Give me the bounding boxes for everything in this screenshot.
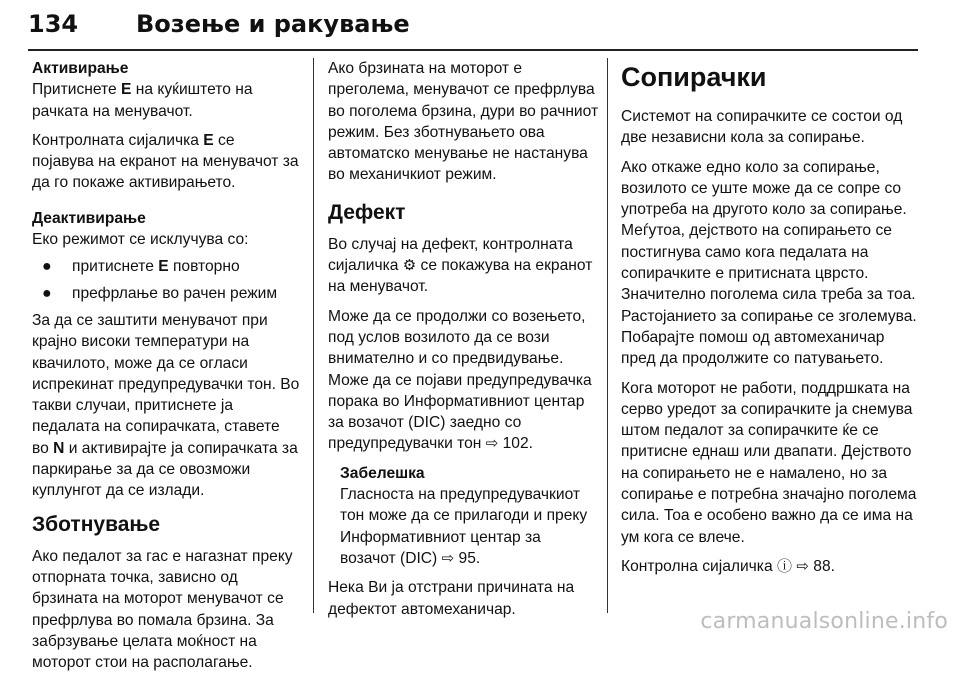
column-middle (328, 58, 600, 628)
note-text: Гласноста на предупредувачкиот тон може да се прилагоди и преку Информативниот центар за возачот (DIC) ⇨ 95. (340, 486, 588, 567)
reference-arrow-icon: ⇨ (796, 556, 809, 575)
activation-paragraph-2 (32, 130, 300, 194)
note-box (328, 463, 600, 569)
deactivation-intro: Еко режимот се исклучува со: (32, 231, 249, 249)
text: Може да се продолжи со возењето, под услов возилото да се вози внимателно и со предвидување. Може да се појави предупредувачка порака во Информативниот центар за возачот (DIC) заедно со предупредувачки тон (328, 307, 592, 453)
text: се покажува на екранот на менувачот. (328, 257, 593, 296)
text: притиснете (72, 258, 159, 276)
activation-paragraph-1 (32, 79, 300, 122)
watermark-text: carmanualsonline.info (700, 609, 948, 634)
fault-heading: Дефект (328, 200, 406, 224)
e-button-label: E (158, 258, 169, 276)
brakes-paragraph-4: Контролна сијаличка ⓘ ⇨ 88. (621, 556, 835, 575)
running-title: Возење и ракување (136, 10, 410, 38)
kickdown-heading: Зботнување (32, 512, 161, 536)
page-reference[interactable]: 88 (813, 557, 831, 575)
brakes-heading: Сопирачки (621, 62, 767, 92)
brakes-paragraph-2: Ако откаже едно коло за сопирање, возилото се уште може да се сопре со употреба на другото коло за сопирање. Меѓутоа, дејството на сопирањето се постигнува само кога педалата на сопирачките е притисната цврсто. Значително поголема сила треба за тоа. Растојанието за сопирање се зголемува. Побарајте помош од автомеханичар пред да продолжите со патувањето. (621, 158, 917, 368)
page-number: 134 (28, 10, 79, 38)
text: и активирајте ја сопирачката за паркирање за да се овозможи куплунгот да се излади. (32, 439, 298, 500)
bullet-icon: ● (42, 258, 52, 276)
column-left (32, 58, 300, 681)
page-reference[interactable]: 102 (502, 435, 529, 453)
kickdown-paragraph: Ако педалот за гас е нагазнат преку отпорната точка, зависно од брзината на моторот менувачот се префрлува во помала брзина. За забрзување целата моќност на моторот стои на располагање. (32, 547, 293, 672)
list-item (32, 283, 300, 304)
page-reference[interactable]: 95 (458, 549, 476, 567)
fault-paragraph-1 (328, 234, 600, 298)
column-divider (607, 58, 608, 613)
text: на куќиштето на рачката на менувачот. (32, 81, 253, 120)
brakes-paragraph-1: Системот на сопирачките се состои од две независни кола за сопирање. (621, 108, 903, 147)
fault-paragraph-2: Може да се продолжи со возењето, под услов возилото да се вози внимателно и со предвидување. Може да се појави предупредувачка порака во Информативниот центар за возачот (DIC) заедно со предупредувачки тон ⇨ 102. (328, 307, 592, 453)
e-button-label: E (120, 81, 132, 99)
text: се појавува на екранот на менувачот за да го покаже активирањето. (32, 131, 299, 192)
text: Контролната сијаличка (32, 131, 204, 149)
text: Притиснете (32, 81, 121, 99)
repair-paragraph: Нека Ви ја отстрани причината на дефектот автомеханичар. (328, 579, 575, 618)
deactivation-heading: Деактивирање (32, 209, 146, 227)
text: повторно (168, 258, 240, 276)
activation-heading: Активирање (32, 60, 129, 77)
gear-fault-icon: ⚙ (402, 256, 417, 275)
e-indicator-label: E (203, 131, 214, 149)
note-title: Забелешка (340, 464, 425, 482)
reference-arrow-icon: ⇨ (441, 548, 455, 567)
text: Гласноста на предупредувачкиот тон може да се прилагоди и преку Информативниот центар за возачот (DIC) (340, 486, 588, 567)
brakes-paragraph-3: Кога моторот не работи, поддршката на серво уредот за сопирачките ја снемува штом педалот за сопирачките ќе се притисне еднаш или двапати. Дејството на сопирањето не е намалено, но за сопирање е потребна значајно поголема сила. Тоа е особено важно да се има на ум кога се влече. (621, 379, 917, 546)
upshift-paragraph: Ако брзината на моторот е преголема, менувачот се префрлува во поголема брзина, дури во рачниот режим. Без зботнувањето ова автоматско менување не настанува во механичкиот режим. (328, 60, 599, 184)
text: Во случај на дефект, контролната сијаличка (328, 235, 573, 275)
protection-paragraph (32, 310, 300, 502)
reference-arrow-icon: ⇨ (485, 434, 499, 453)
deactivation-list (32, 256, 300, 304)
text: префрлање во рачен режим (72, 284, 278, 302)
neutral-gear-label: N (53, 439, 65, 457)
column-right (621, 58, 921, 585)
header-rule (28, 49, 918, 51)
column-divider (313, 58, 314, 613)
brake-warning-icon: ⓘ (776, 556, 792, 575)
page-header (28, 4, 918, 48)
bullet-icon: ● (42, 284, 52, 302)
list-item (32, 256, 300, 277)
text: Контролна сијаличка (621, 557, 777, 575)
text: За да се заштити менувачот при крајно високи температури на квачилото, може да се огласи испрекинат предупредувачки тон. Во такви случаи, притиснете ја педалата на сопирачката, ставете во (32, 311, 300, 457)
